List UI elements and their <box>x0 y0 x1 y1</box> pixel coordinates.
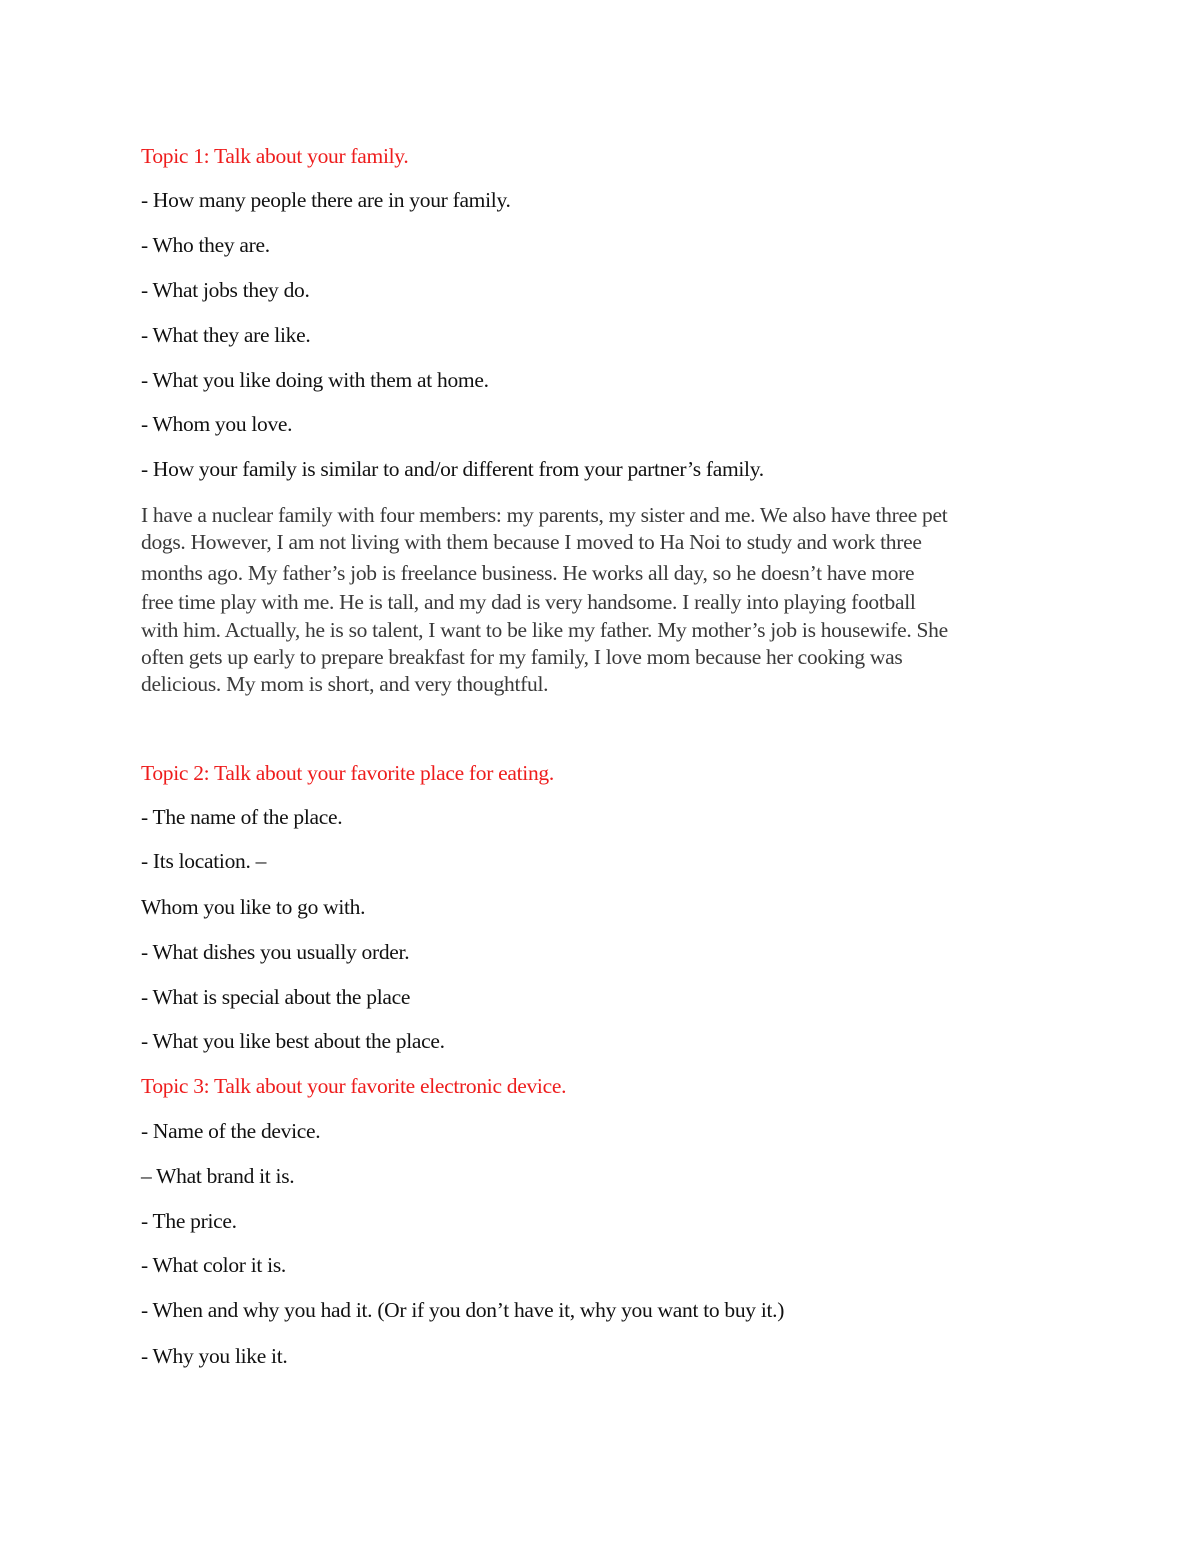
answer-line: delicious. My mom is short, and very thoughtful. <box>141 672 549 696</box>
topic-2-heading: Topic 2: Talk about your favorite place for eating. <box>141 761 554 785</box>
topic-1-item: - What they are like. <box>141 323 311 347</box>
topic-3-item: - Why you like it. <box>141 1344 288 1368</box>
topic-3-heading: Topic 3: Talk about your favorite electronic device. <box>141 1074 567 1098</box>
topic-1-item: - Who they are. <box>141 233 270 257</box>
topic-3-item: - Name of the device. <box>141 1119 321 1143</box>
topic-1-heading: Topic 1: Talk about your family. <box>141 144 409 168</box>
topic-3-item: - When and why you had it. (Or if you don’t have it, why you want to buy it.) <box>141 1298 785 1322</box>
answer-line: months ago. My father’s job is freelance business. He works all day, so he doesn’t have more <box>141 561 915 585</box>
topic-2-item: - Its location. – <box>141 849 267 873</box>
topic-1-item: - What you like doing with them at home. <box>141 368 489 392</box>
topic-1-item: - What jobs they do. <box>141 278 310 302</box>
topic-2-item: - What dishes you usually order. <box>141 940 410 964</box>
answer-line: dogs. However, I am not living with them because I moved to Ha Noi to study and work three <box>141 530 922 554</box>
topic-3-item: - What color it is. <box>141 1253 286 1277</box>
topic-3-item: – What brand it is. <box>141 1164 295 1188</box>
answer-line: free time play with me. He is tall, and my dad is very handsome. I really into playing football <box>141 590 916 614</box>
topic-1-item: - How your family is similar to and/or different from your partner’s family. <box>141 457 764 481</box>
answer-line: often gets up early to prepare breakfast for my family, I love mom because her cooking was <box>141 645 903 669</box>
topic-1-item: - Whom you love. <box>141 412 293 436</box>
topic-2-item: - The name of the place. <box>141 805 343 829</box>
topic-1-item: - How many people there are in your family. <box>141 188 511 212</box>
topic-2-item: - What you like best about the place. <box>141 1029 445 1053</box>
topic-3-item: - The price. <box>141 1209 237 1233</box>
answer-line: I have a nuclear family with four members: my parents, my sister and me. We also have three pet <box>141 503 948 527</box>
answer-line: with him. Actually, he is so talent, I want to be like my father. My mother’s job is housewife. She <box>141 618 948 642</box>
topic-2-item: - What is special about the place <box>141 985 411 1009</box>
topic-2-item: Whom you like to go with. <box>141 895 366 919</box>
